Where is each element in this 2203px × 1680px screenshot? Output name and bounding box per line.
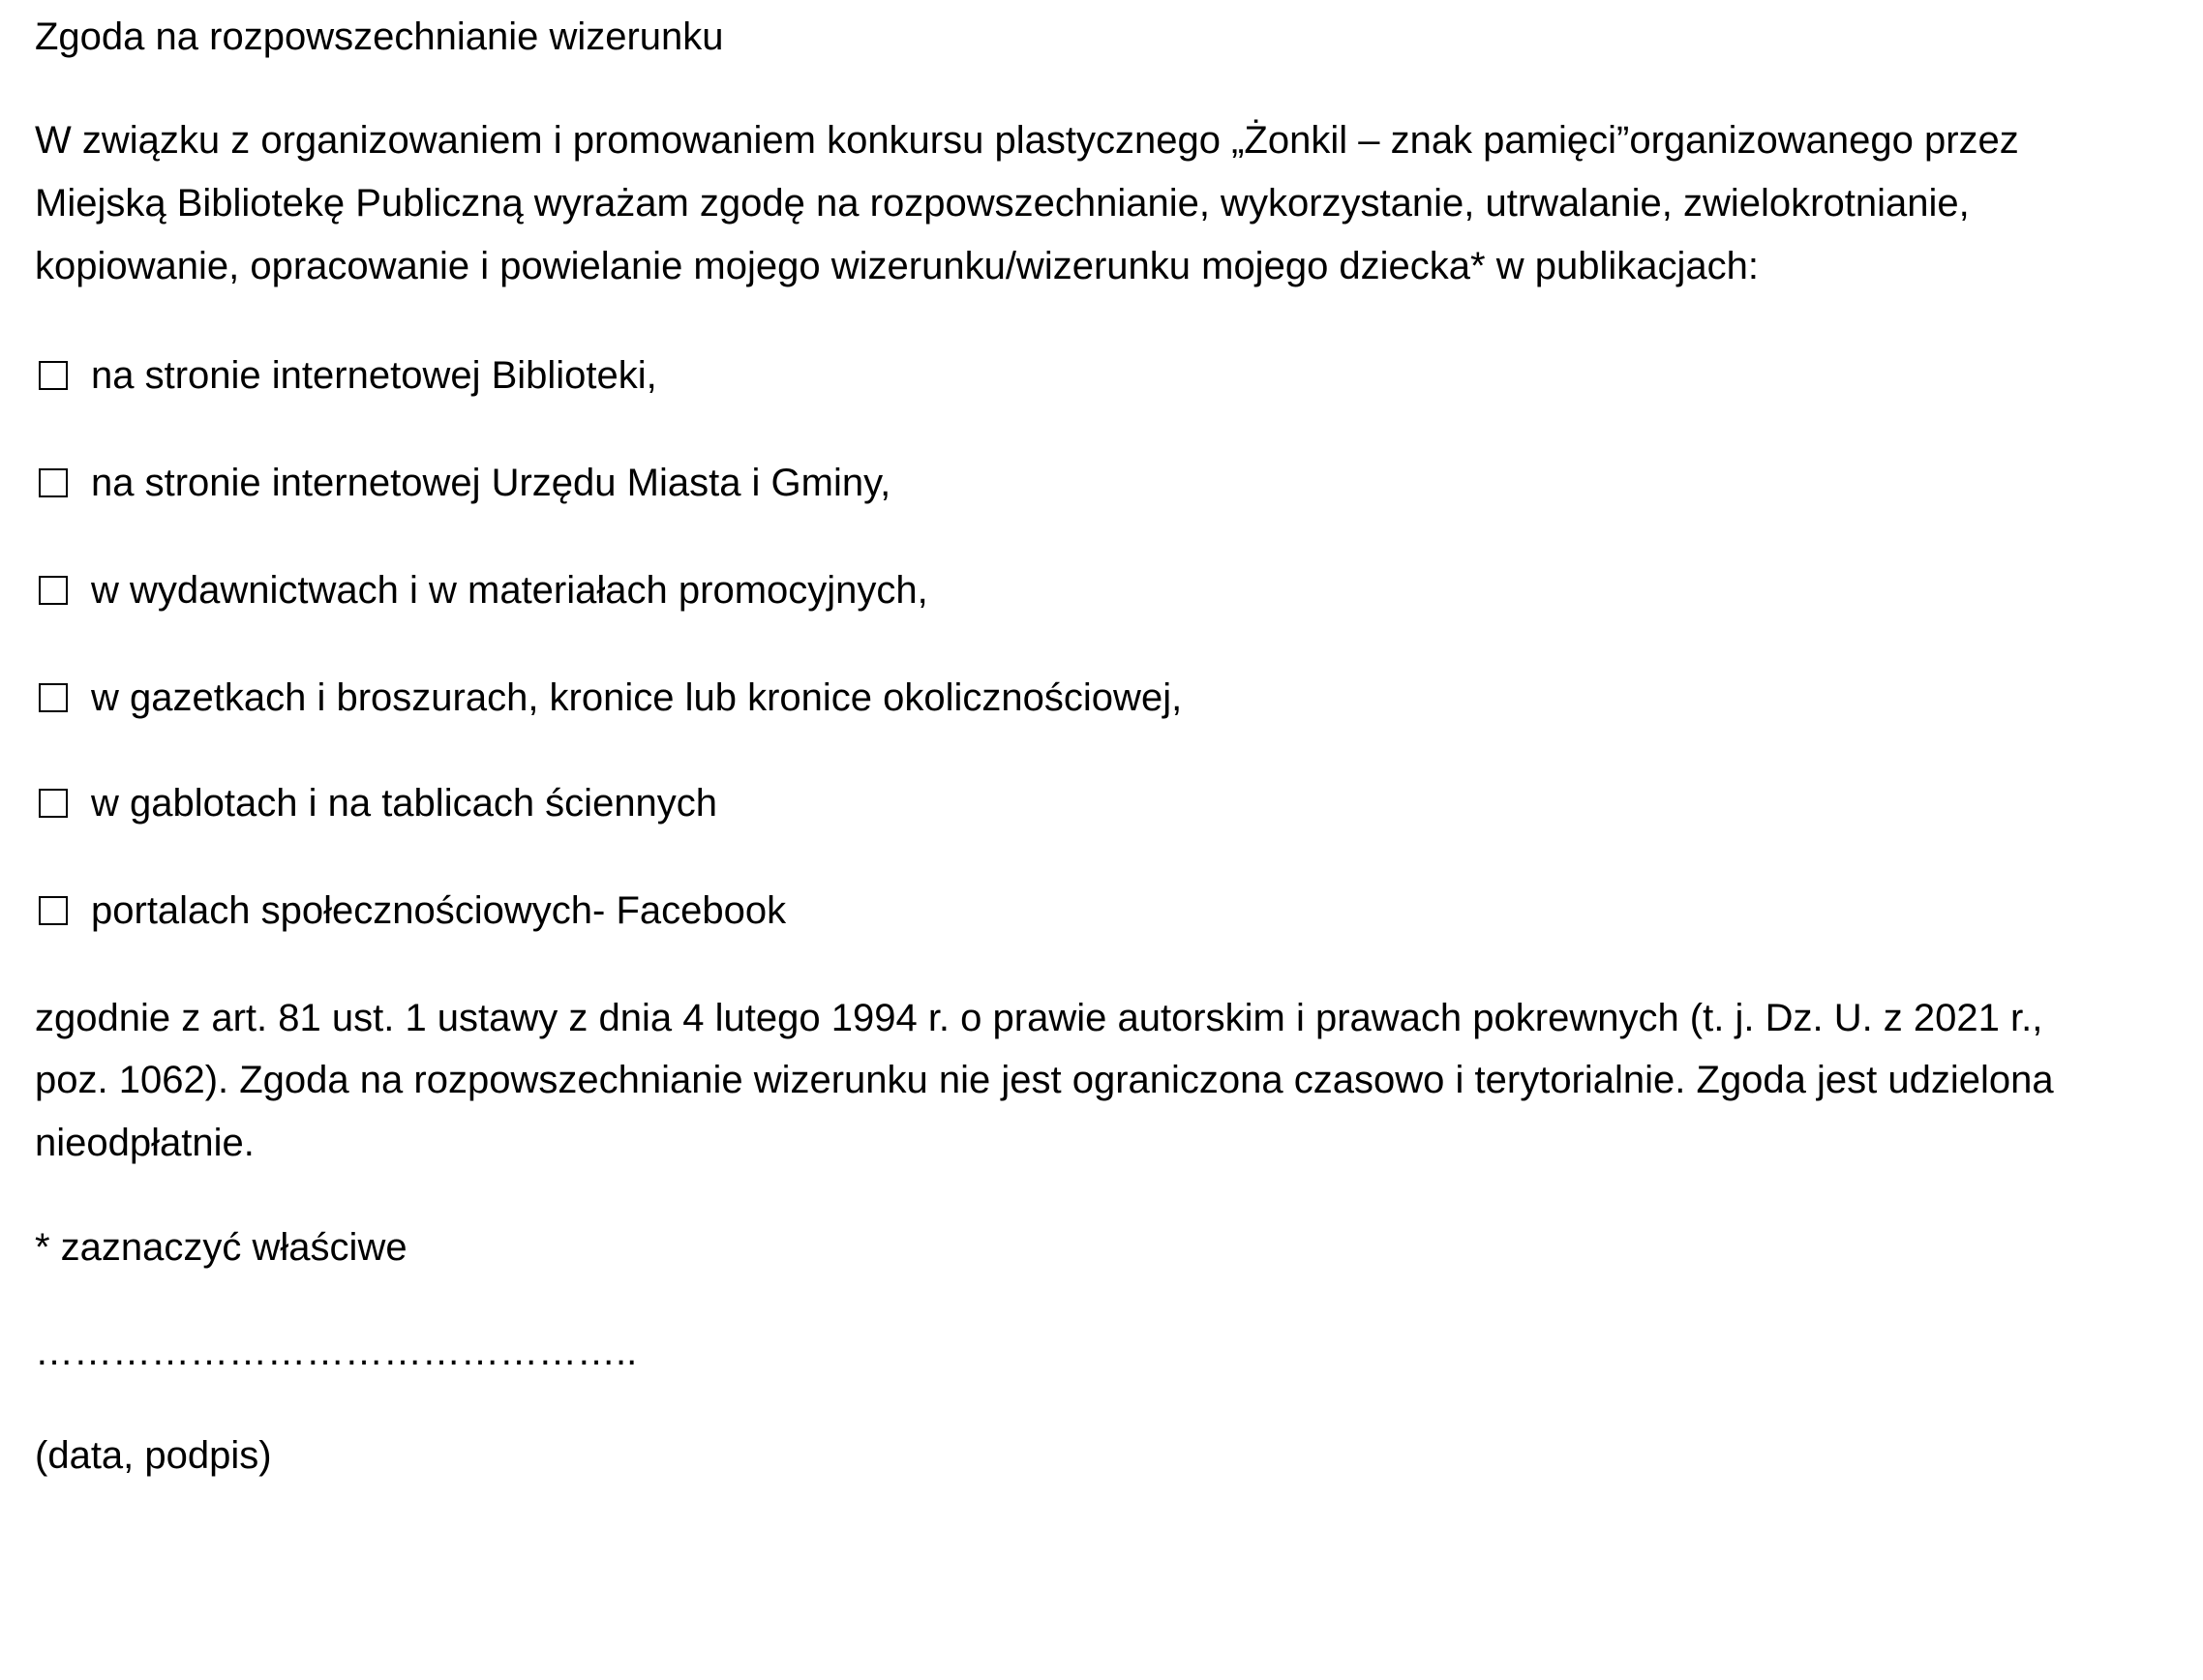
option-label: na stronie internetowej Urzędu Miasta i Gminy, [91,462,891,504]
document-title: Zgoda na rozpowszechnianie wizerunku [35,15,724,58]
checkbox[interactable] [39,896,68,925]
option-label: w gazetkach i broszurach, kronice lub kronice okolicznościowej, [91,676,1183,719]
checkbox[interactable] [39,683,68,712]
footnote: * zaznaczyć właściwe [35,1226,407,1269]
signature-line: ……………………………………….. [35,1331,638,1373]
option-label: portalach społecznościowych- Facebook [91,889,787,932]
option-social-media[interactable] [35,887,786,934]
intro-line-3: kopiowanie, opracowanie i powielanie mojego wizerunku/wizerunku mojego dziecka* w publikacjach: [35,245,1759,287]
option-label: w gablotach i na tablicach ściennych [91,782,718,825]
option-city-hall-website[interactable] [35,460,890,506]
option-display-boards[interactable] [35,780,717,826]
checkbox[interactable] [39,789,68,818]
option-newsletters-chronicle[interactable] [35,675,1182,721]
checkbox[interactable] [39,361,68,390]
legal-line-1: zgodnie z art. 81 ust. 1 ustawy z dnia 4 lutego 1994 r. o prawie autorskim i prawach pokrewnych (t. j. Dz. U. z 2021 r., [35,997,2043,1039]
option-label: w wydawnictwach i w materiałach promocyjnych, [91,569,928,612]
intro-line-1: W związku z organizowaniem i promowaniem konkursu plastycznego „Żonkil – znak pamięci”organizowanego przez [35,119,2019,162]
checkbox[interactable] [39,468,68,497]
option-label: na stronie internetowej Biblioteki, [91,354,657,397]
option-library-website[interactable] [35,352,657,399]
option-promotional-materials[interactable] [35,567,928,614]
intro-line-2: Miejską Bibliotekę Publiczną wyrażam zgodę na rozpowszechnianie, wykorzystanie, utrwalanie, zwielokrotnianie, [35,182,1970,225]
checkbox[interactable] [39,576,68,605]
signature-caption: (data, podpis) [35,1434,272,1477]
legal-line-3: nieodpłatnie. [35,1122,255,1164]
legal-line-2: poz. 1062). Zgoda na rozpowszechnianie wizerunku nie jest ograniczona czasowo i terytorialnie. Zgoda jest udzielona [35,1059,2054,1101]
